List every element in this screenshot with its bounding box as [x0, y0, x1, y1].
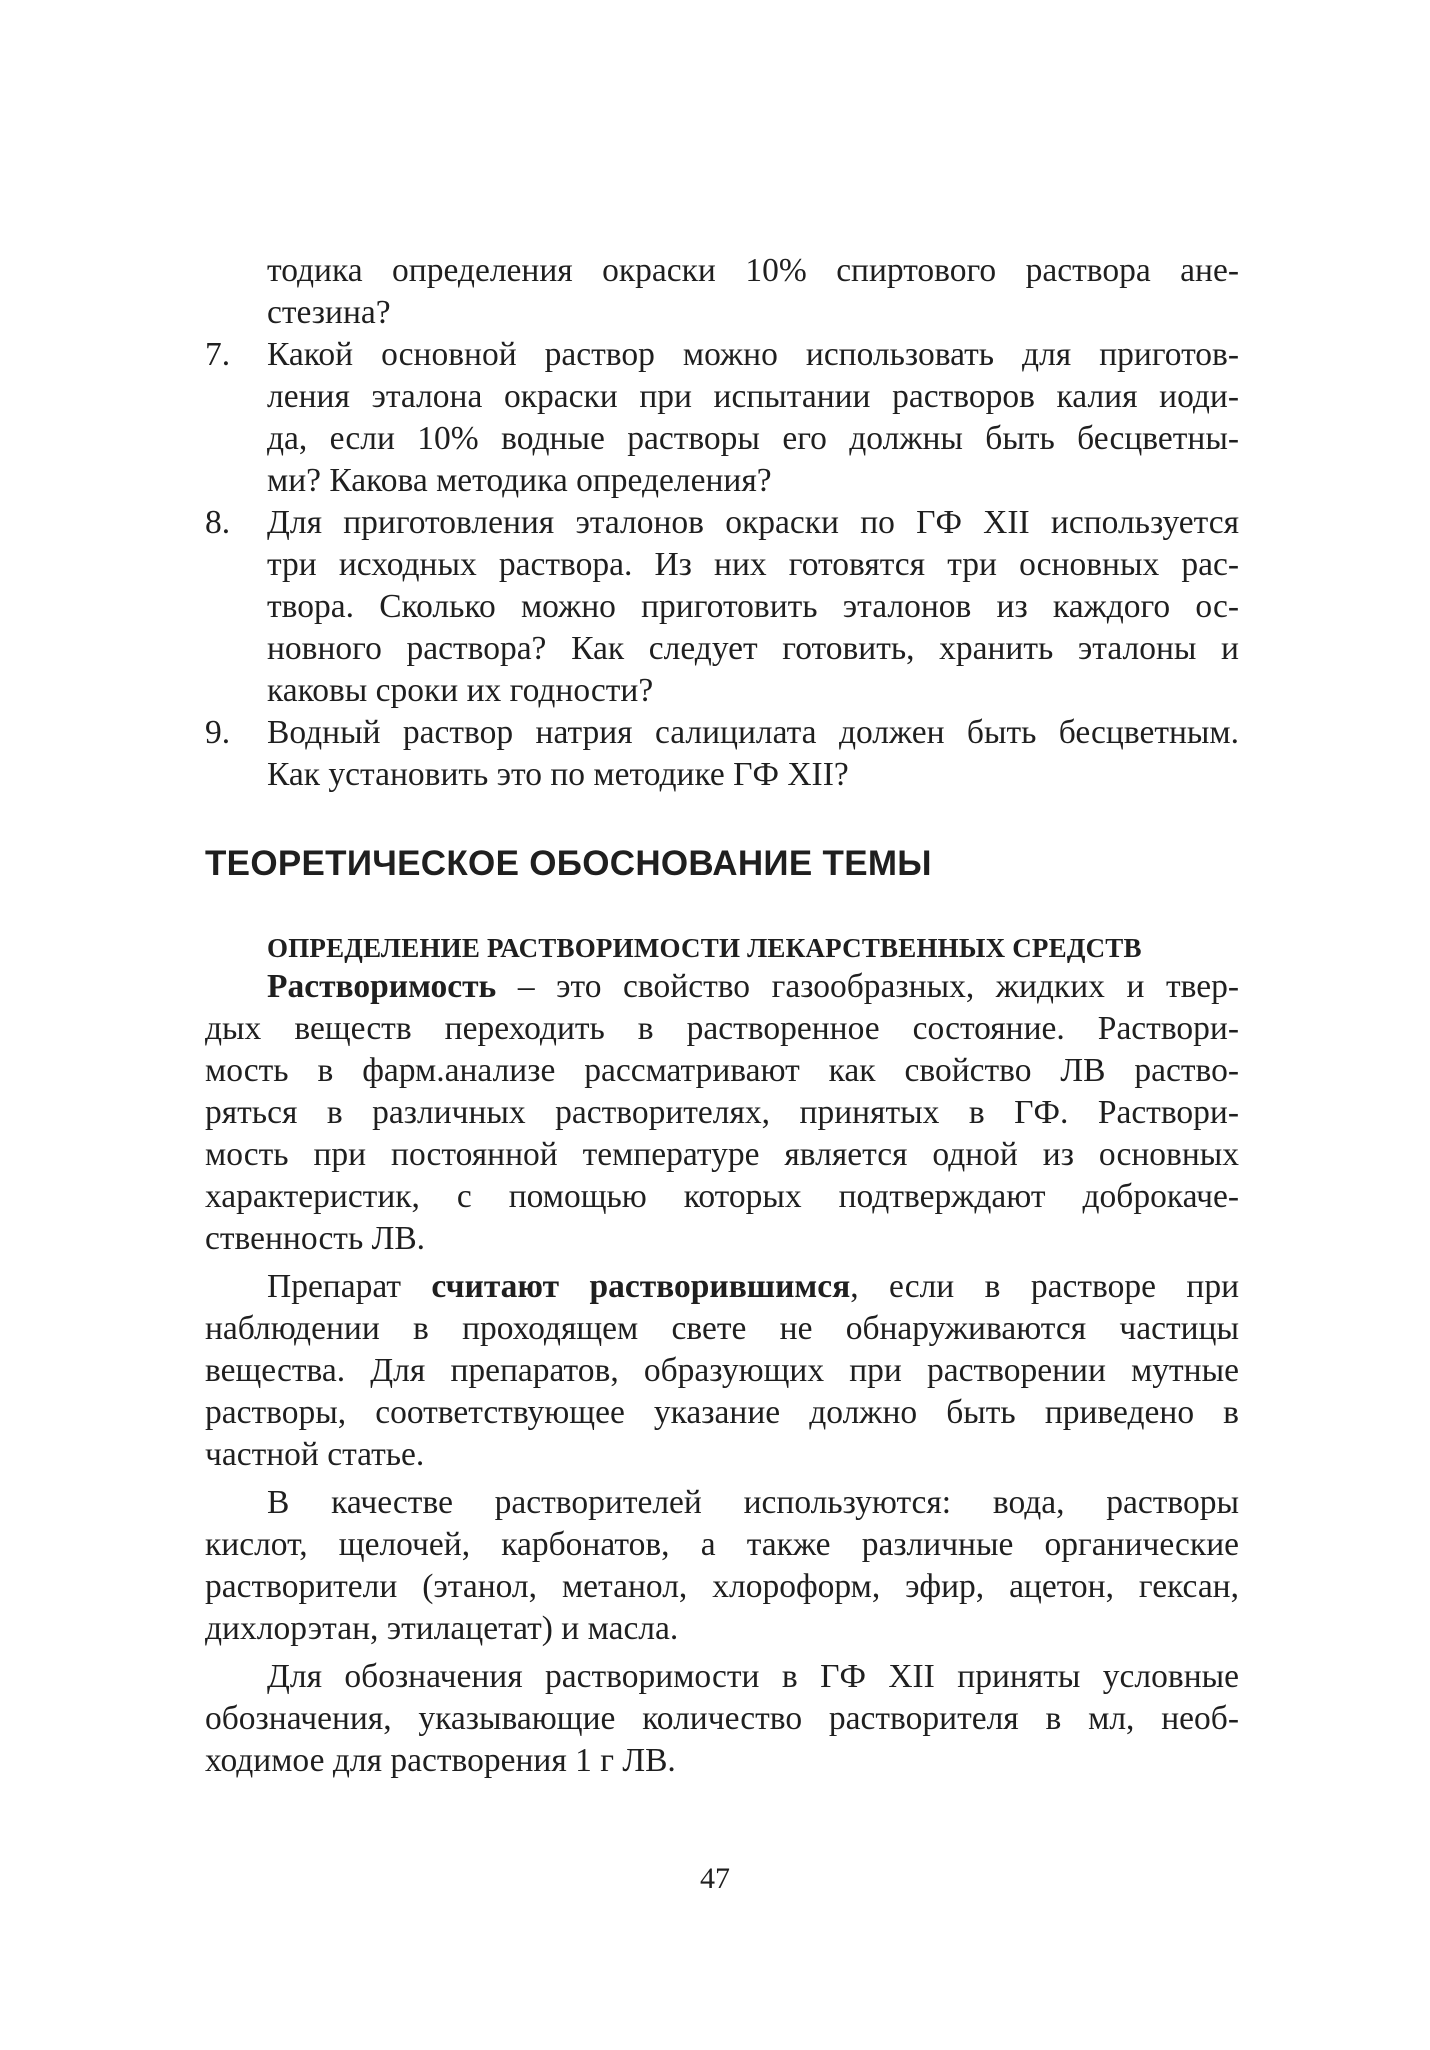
text-line: тодика определения окраски 10% спиртового раствора ане- [267, 252, 1239, 289]
text-line: дихлорэтан, этилацетат) и масла. [205, 1610, 679, 1647]
text-line: вещества. Для препаратов, образующих при растворении мутные [205, 1352, 1239, 1389]
text-line: В качестве растворителей используются: вода, растворы [267, 1484, 1239, 1521]
bold-term: считают растворившимся [431, 1268, 851, 1305]
text-line: да, если 10% водные растворы его должны быть бесцветны- [267, 420, 1239, 457]
text-line: стезина? [267, 294, 391, 331]
text-line: наблюдении в проходящем свете не обнаруживаются частицы [205, 1310, 1239, 1347]
page-content [205, 250, 1239, 1782]
question-text [267, 502, 1239, 712]
text-line: Для приготовления эталонов окраски по ГФ XII используется [267, 504, 1239, 541]
paragraph-solvents [205, 1482, 1239, 1650]
text-line: Водный раствор натрия салицилата должен быть бесцветным. [267, 714, 1239, 751]
text-line: ходимое для растворения 1 г ЛВ. [205, 1742, 676, 1779]
page-number: 47 [700, 1862, 730, 1895]
text-line: дых веществ переходить в растворенное состояние. Раствори- [205, 1010, 1239, 1047]
text-fragment: Препарат [267, 1268, 432, 1305]
text-fragment: – это свойство газообразных, жидких и твер- [496, 968, 1239, 1005]
subsection-title: ОПРЕДЕЛЕНИЕ РАСТВОРИМОСТИ ЛЕКАРСТВЕННЫХ СРЕДСТВ [267, 933, 1142, 963]
question-9 [205, 712, 1239, 796]
paragraph-dissolved [205, 1266, 1239, 1476]
question-number: 8. [205, 504, 231, 541]
text-line: твора. Сколько можно приготовить эталонов из каждого ос- [267, 588, 1239, 625]
text-line: ряться в различных растворителях, принятых в ГФ. Раствори- [205, 1094, 1239, 1131]
question-text [267, 712, 1239, 796]
text-line [205, 1266, 1239, 1308]
question-number: 9. [205, 714, 231, 751]
text-line [205, 966, 1239, 1008]
text-line: каковы сроки их годности? [267, 672, 654, 709]
text-line: растворители (этанол, метанол, хлороформ, эфир, ацетон, гексан, [205, 1568, 1239, 1605]
text-line: мость в фарм.анализе рассматривают как свойство ЛВ раство- [205, 1052, 1239, 1089]
text-line: Для обозначения растворимости в ГФ XII приняты условные [267, 1658, 1239, 1695]
text-fragment: , если в растворе при [850, 1268, 1239, 1305]
question-6-continuation [205, 250, 1239, 334]
text-line: мость при постоянной температуре является одной из основных [205, 1136, 1239, 1173]
text-line: кислот, щелочей, карбонатов, а также различные органические [205, 1526, 1239, 1563]
text-line: ственность ЛВ. [205, 1220, 426, 1257]
question-7 [205, 334, 1239, 502]
text-line: характеристик, с помощью которых подтверждают доброкаче- [205, 1178, 1239, 1215]
text-line: Как установить это по методике ГФ XII? [267, 756, 849, 793]
text-line: три исходных раствора. Из них готовятся три основных рас- [267, 546, 1239, 583]
text-line: ления эталона окраски при испытании растворов калия иоди- [267, 378, 1239, 415]
question-8 [205, 502, 1239, 712]
bold-term: Растворимость [267, 968, 497, 1005]
text-line: частной статье. [205, 1436, 425, 1473]
paragraph-notation [205, 1656, 1239, 1782]
text-line: Какой основной раствор можно использовать для приготов- [267, 336, 1239, 373]
text-line: обозначения, указывающие количество растворителя в мл, необ- [205, 1700, 1239, 1737]
question-number: 7. [205, 336, 231, 373]
text-line: ми? Какова методика определения? [267, 462, 772, 499]
section-title: ТЕОРЕТИЧЕСКОЕ ОБОСНОВАНИЕ ТЕМЫ [205, 844, 932, 883]
text-line: растворы, соответствующее указание должно быть приведено в [205, 1394, 1239, 1431]
paragraph-solubility-definition [205, 966, 1239, 1260]
text-line: новного раствора? Как следует готовить, хранить эталоны и [267, 630, 1239, 667]
question-text [267, 334, 1239, 502]
